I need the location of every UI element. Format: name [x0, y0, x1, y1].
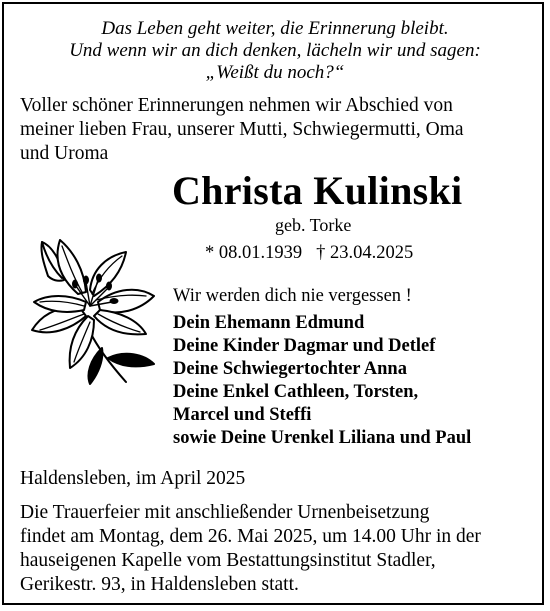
family-line-4: Deine Enkel Cathleen, Torsten, — [173, 382, 419, 402]
service-line-3: hauseigenen Kapelle vom Bestattungsinstitut Stadler, — [20, 550, 436, 571]
family-line-5: Marcel und Steffi — [173, 405, 312, 425]
life-dates — [205, 242, 413, 264]
service-line-1: Die Trauerfeier mit anschließender Urnenbeisetzung — [20, 502, 430, 523]
poem-line-2: Und wenn wir an dich denken, lächeln wir und sagen: — [69, 40, 481, 61]
family-line-3: Deine Schwiegertochter Anna — [173, 359, 407, 379]
family-line-2: Deine Kinder Dagmar und Detlef — [173, 336, 436, 356]
deceased-name: Christa Kulinski — [172, 168, 463, 213]
family-line-1: Dein Ehemann Edmund — [173, 313, 365, 333]
poem-line-3: „Weißt du noch?“ — [205, 62, 345, 83]
intro-line-3: und Uroma — [20, 143, 109, 164]
poem-line-1: Das Leben geht weiter, die Erinnerung bleibt. — [101, 18, 449, 39]
service-line-2: findet am Montag, dem 26. Mai 2025, um 14.00 Uhr in der — [20, 526, 481, 547]
intro-line-2: meiner lieben Frau, unserer Mutti, Schwiegermutti, Oma — [20, 119, 464, 140]
family-line-6: sowie Deine Urenkel Liliana und Paul — [173, 428, 472, 448]
service-line-4: Gerikestr. 93, in Haldensleben statt. — [20, 574, 299, 595]
death-date: † 23.04.2025 — [316, 243, 414, 263]
birth-date: * 08.01.1939 — [205, 243, 303, 263]
intro-line-1: Voller schöner Erinnerungen nehmen wir Abschied von — [20, 95, 453, 116]
place-and-date: Haldensleben, im April 2025 — [20, 468, 246, 489]
maiden-name: geb. Torke — [275, 215, 352, 235]
lily-icon — [28, 236, 158, 386]
farewell-line: Wir werden dich nie vergessen ! — [173, 286, 412, 306]
